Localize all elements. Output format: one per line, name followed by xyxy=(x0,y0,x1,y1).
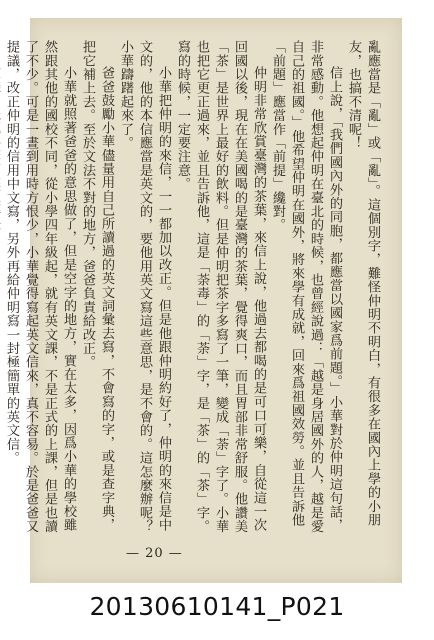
paragraph: 小華把仲明的來信，一一都加以改正。但是他跟仲明約好了，仲明的來信是中文的，他的本信應當是英文的，要他用英文寫這些意思，是不會的。這怎麼辦呢？小華躊躇起來了。 xyxy=(118,40,171,534)
paragraph: 信上說，「我們國內外的同胞，都應當以國家爲前題。」小華對於仲明這句話，非常感動。他想起仲明在臺北的時候，也曾經說過：「越是身居國外的人，越是愛自己的祖國。」他希望仲明在國外，將來學有成就，回來爲祖國效勞。並且告訴他「前題」應當作「前提」纔對。 xyxy=(270,40,342,534)
paragraph: 亂應當是「亂」或「亂」。這個別字，難怪仲明不明白，有很多在國內上學的小朋友，也搞不清呢！ xyxy=(346,40,380,527)
image-caption: 20130610141_P021 xyxy=(89,592,345,621)
vertical-text-body xyxy=(4,40,382,535)
paragraph: 仲明非常欣賞臺灣的茶葉，來信上說，他過去都喝的是可口可樂，自從這一次回國以後，現在在美國喝的是臺灣的茶葉，覺得爽口，而且胃部非常舒服。他讚美「茶」是世界上最好的飲料。但是仲明把茶字多寫了一筆，變成「荼」字了。小華也把它更正過來，並且告訴他，這是「荼毒」的「荼」字，是「茶」的「茶」字。寫的時候，一定要注意。 xyxy=(175,40,266,534)
page-number: — 20 — xyxy=(126,546,183,561)
paragraph: 爸爸鼓勵小華儘量用自己所讀過的英文詞彙去寫，不會寫的字，或是查字典，把它補上去。至於文法不對的地方，爸爸負責給改正。 xyxy=(80,40,114,533)
book-page xyxy=(4,18,402,583)
paragraph: 小華就照著爸爸的意思做了，但是空字的地方，實在太多，因爲小華的學校雖然跟其他的國校不同，從小學四年級起，就有英文課，不是正式的上課，但是也讀了不少。可是一晝到用時方恨少，小華覺得寫起英文信來，真不容易。於是爸爸又提議，改正仲明的信用中文寫，另外再給仲明寫一封極簡單的英文信。 xyxy=(4,40,76,534)
